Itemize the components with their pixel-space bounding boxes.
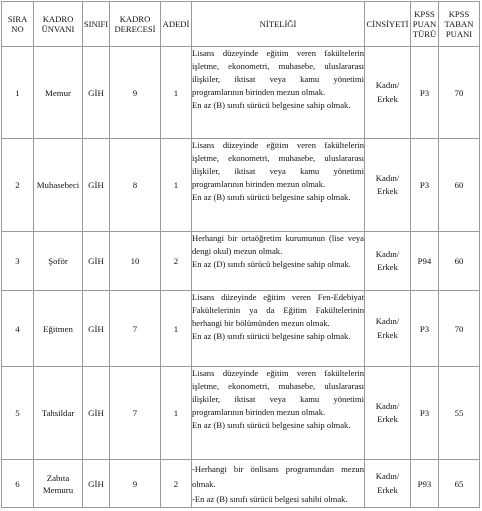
row-puan-turu: P3 bbox=[411, 367, 439, 460]
header-row bbox=[2, 2, 480, 47]
row-sinif: GİH bbox=[83, 291, 110, 367]
header-kadro-unvani: KADRO ÜNVANI bbox=[34, 2, 83, 47]
header-kpss-taban-puani: KPSS TABAN PUANI bbox=[439, 2, 480, 47]
row-nitelik: Herhangi bir ortaöğretim kurumunun (lise veya dengi okul) mezun olmak. En az (D) sınıfı sürücü belgesine sahip olmak. bbox=[192, 232, 365, 291]
header-cinsiyeti: CİNSİYETİ bbox=[365, 2, 411, 47]
row-no: 6 bbox=[2, 460, 34, 508]
row-no: 3 bbox=[2, 232, 34, 291]
row-adet: 1 bbox=[161, 367, 192, 460]
header-sinifi: SINIFI bbox=[83, 2, 110, 47]
header-kadro-derecesi: KADRO DERECESİ bbox=[110, 2, 161, 47]
table-row bbox=[2, 139, 480, 232]
row-cinsiyet: Kadın/ Erkek bbox=[365, 291, 411, 367]
row-nitelik: Lisans düzeyinde eğitim veren Fen-Edebiyat Fakültelerinin ya da Eğitim Fakültelerinin herhangi bir bölümünden mezun olmak. En az (B) sınıfı sürücü belgesine sahip olmak. bbox=[192, 291, 365, 367]
row-derece: 10 bbox=[110, 232, 161, 291]
row-derece: 9 bbox=[110, 460, 161, 508]
row-nitelik: Lisans düzeyinde eğitim veren fakültelerin işletme, ekonometri, muhasebe, uluslararası ilişkiler, iktisat veya kamu yönetimi programlarının birinden mezun olmak. En az (B) sınıfı sürücü belgesine sahip olmak. bbox=[192, 367, 365, 460]
header-adedi: ADEDİ bbox=[161, 2, 192, 47]
row-taban-puan: 65 bbox=[439, 460, 480, 508]
table-row bbox=[2, 367, 480, 460]
row-adet: 1 bbox=[161, 47, 192, 139]
header-niteligi: NİTELİĞİ bbox=[192, 2, 365, 47]
row-no: 4 bbox=[2, 291, 34, 367]
row-puan-turu: P3 bbox=[411, 291, 439, 367]
row-puan-turu: P3 bbox=[411, 47, 439, 139]
row-unvan: Muhasebeci bbox=[34, 139, 83, 232]
row-cinsiyet: Kadın/ Erkek bbox=[365, 47, 411, 139]
row-sinif: GİH bbox=[83, 232, 110, 291]
table-row bbox=[2, 460, 480, 508]
row-unvan: Eğitmen bbox=[34, 291, 83, 367]
row-cinsiyet: Kadın/ Erkek bbox=[365, 460, 411, 508]
row-adet: 2 bbox=[161, 460, 192, 508]
row-adet: 1 bbox=[161, 139, 192, 232]
row-nitelik: -Herhangi bir önlisans programından mezun olmak. -En az (B) sınıfı sürücü belgesi sahibi olmak. bbox=[192, 460, 365, 508]
kadro-table bbox=[1, 1, 480, 508]
row-cinsiyet: Kadın/ Erkek bbox=[365, 139, 411, 232]
row-puan-turu: P94 bbox=[411, 232, 439, 291]
row-derece: 7 bbox=[110, 291, 161, 367]
row-taban-puan: 70 bbox=[439, 291, 480, 367]
row-unvan: Şoför bbox=[34, 232, 83, 291]
row-sinif: GİH bbox=[83, 460, 110, 508]
row-derece: 9 bbox=[110, 47, 161, 139]
row-nitelik: Lisans düzeyinde eğitim veren fakültelerin işletme, ekonometri, muhasebe, uluslararası ilişkiler, iktisat veya kamu yönetimi programlarının birinden mezun olmak. En az (B) sınıfı sürücü belgesine sahip olmak. bbox=[192, 47, 365, 139]
table-row bbox=[2, 291, 480, 367]
row-no: 5 bbox=[2, 367, 34, 460]
row-taban-puan: 70 bbox=[439, 47, 480, 139]
row-no: 1 bbox=[2, 47, 34, 139]
row-nitelik: Lisans düzeyinde eğitim veren fakültelerin işletme, ekonometri, muhasebe, uluslararası ilişkiler, iktisat veya kamu yönetimi programlarının birinden mezun olmak. En az (B) sınıfı sürücü belgesine sahip olmak. bbox=[192, 139, 365, 232]
row-unvan: Tahsildar bbox=[34, 367, 83, 460]
row-no: 2 bbox=[2, 139, 34, 232]
row-puan-turu: P3 bbox=[411, 139, 439, 232]
row-cinsiyet: Kadın/ Erkek bbox=[365, 367, 411, 460]
row-taban-puan: 55 bbox=[439, 367, 480, 460]
row-unvan: Memur bbox=[34, 47, 83, 139]
row-sinif: GİH bbox=[83, 47, 110, 139]
row-puan-turu: P93 bbox=[411, 460, 439, 508]
row-taban-puan: 60 bbox=[439, 232, 480, 291]
table-row bbox=[2, 232, 480, 291]
row-unvan: Zabıta Memuru bbox=[34, 460, 83, 508]
row-derece: 7 bbox=[110, 367, 161, 460]
row-taban-puan: 60 bbox=[439, 139, 480, 232]
header-kpss-puan-turu: KPSS PUAN TÜRÜ bbox=[411, 2, 439, 47]
row-derece: 8 bbox=[110, 139, 161, 232]
header-sira-no: SIRA NO bbox=[2, 2, 34, 47]
row-adet: 1 bbox=[161, 291, 192, 367]
row-adet: 2 bbox=[161, 232, 192, 291]
table-row bbox=[2, 47, 480, 139]
row-sinif: GİH bbox=[83, 139, 110, 232]
row-cinsiyet: Kadın/ Erkek bbox=[365, 232, 411, 291]
row-sinif: GİH bbox=[83, 367, 110, 460]
